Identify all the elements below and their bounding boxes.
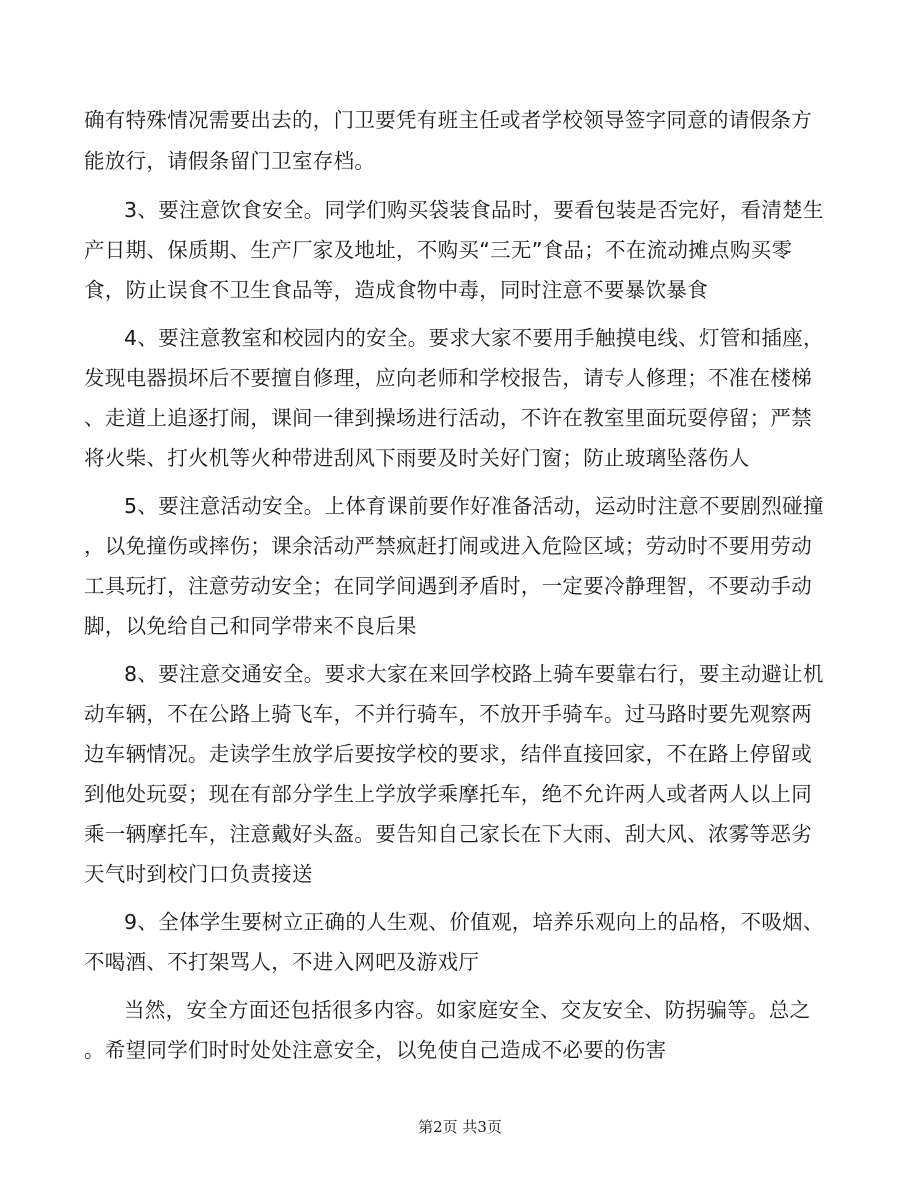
body-text-line: 产日期、保质期、生产厂家及地址，不购买“三无”食品；不在流动摊点购买零 xyxy=(84,238,793,262)
body-text-line: 不喝酒、不打架骂人，不进入网吧及游戏厅 xyxy=(84,950,480,974)
body-text-line: 将火柴、打火机等火种带进刮风下雨要及时关好门窗；防止玻璃坠落伤人 xyxy=(84,446,750,470)
body-text-line: 动车辆，不在公路上骑飞车，不并行骑车，不放开手骑车。过马路时要先观察两 xyxy=(84,702,812,726)
body-text-line: 能放行，请假条留门卫室存档。 xyxy=(84,149,376,173)
body-text-line: 5、要注意活动安全。上体育课前要作好准备活动，运动时注意不要剧烈碰撞 xyxy=(124,494,824,518)
body-text-line: ，以免撞伤或摔伤；课余活动严禁疯赶打闹或进入危险区域；劳动时不要用劳动 xyxy=(84,534,812,558)
body-text-line: 发现电器损坏后不要擅自修理，应向老师和学校报告，请专人修理；不准在楼梯 xyxy=(84,366,812,390)
body-text-line: 3、要注意饮食安全。同学们购买袋装食品时，要看包装是否完好，看清楚生 xyxy=(124,198,824,222)
body-text-line: 乘一辆摩托车，注意戴好头盔。要告知自己家长在下大雨、刮大风、浓雾等恶劣 xyxy=(84,822,812,846)
page-number-footer: 第2页 共3页 xyxy=(418,1118,502,1136)
body-text-line: 工具玩打，注意劳动安全；在同学间遇到矛盾时，一定要冷静理智，不要动手动 xyxy=(84,574,812,598)
body-text-line: 食，防止误食不卫生食品等，造成食物中毒，同时注意不要暴饮暴食 xyxy=(84,278,708,302)
body-text-line: 当然，安全方面还包括很多内容。如家庭安全、交友安全、防拐骗等。总之 xyxy=(124,998,811,1022)
body-text-line: 。希望同学们时时处处注意安全，以免使自己造成不必要的伤害 xyxy=(84,1038,667,1062)
body-text-line: 天气时到校门口负责接送 xyxy=(84,862,313,886)
body-text-line: 9、全体学生要树立正确的人生观、价值观，培养乐观向上的品格，不吸烟、 xyxy=(124,910,824,934)
body-text-line: 脚，以免给自己和同学带来不良后果 xyxy=(84,614,417,638)
body-text-line: 8、要注意交通安全。要求大家在来回学校路上骑车要靠右行，要主动避让机 xyxy=(124,662,824,686)
body-text-line: 到他处玩耍；现在有部分学生上学放学乘摩托车，绝不允许两人或者两人以上同 xyxy=(84,782,812,806)
body-text-line: 边车辆情况。走读学生放学后要按学校的要求，结伴直接回家，不在路上停留或 xyxy=(84,742,812,766)
body-text-line: 、走道上追逐打闹，课间一律到操场进行活动，不许在教室里面玩耍停留；严禁 xyxy=(84,406,812,430)
body-text-line: 确有特殊情况需要出去的，门卫要凭有班主任或者学校领导签字同意的请假条方 xyxy=(84,108,812,132)
body-text-line: 4、要注意教室和校园内的安全。要求大家不要用手触摸电线、灯管和插座， xyxy=(124,326,824,350)
